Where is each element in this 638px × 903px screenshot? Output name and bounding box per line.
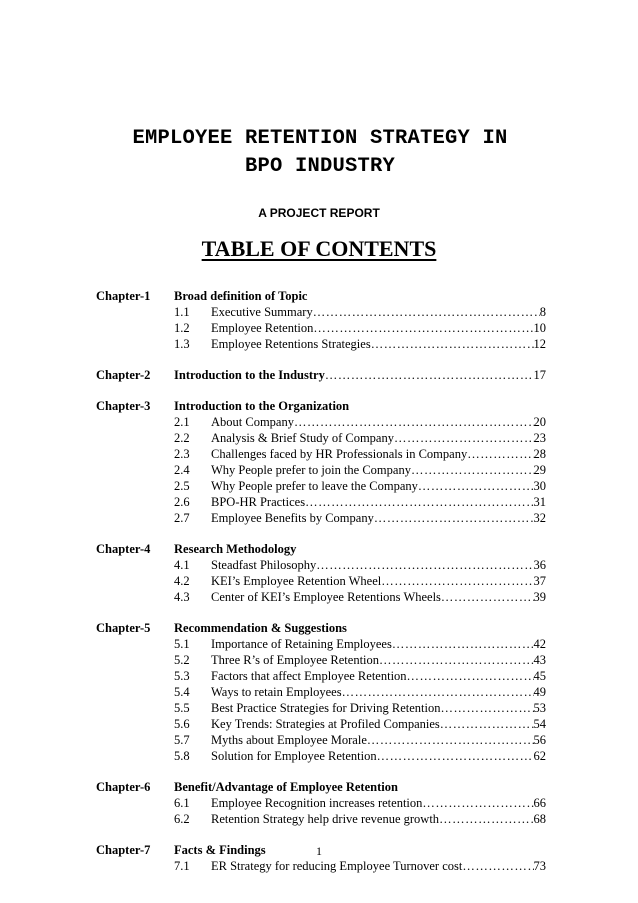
dot-leader (394, 430, 534, 446)
toc-entry (174, 700, 546, 716)
toc-entry (174, 716, 546, 732)
entry-page-number: 28 (533, 447, 546, 461)
entry-number: 1.2 (174, 321, 190, 335)
dot-leader (392, 636, 534, 652)
entry-title: Retention Strategy help drive revenue growth (211, 812, 440, 826)
entry-number: 1.1 (174, 305, 190, 319)
toc-chapter (96, 367, 546, 383)
dot-leader (411, 462, 534, 478)
entry-page-number: 49 (533, 685, 546, 699)
chapter-number: Chapter-1 (96, 289, 151, 303)
toc-entry (174, 414, 546, 430)
entry-number: 6.1 (174, 796, 190, 810)
dot-leader (305, 494, 533, 510)
entry-page-number: 68 (533, 812, 546, 826)
entry-page-number: 54 (533, 717, 546, 731)
entry-page-number: 8 (539, 305, 546, 319)
entry-number: 5.2 (174, 653, 190, 667)
toc-chapter (96, 779, 546, 827)
chapter-title: Recommendation & Suggestions (174, 621, 347, 635)
entry-title: Steadfast Philosophy (211, 558, 317, 572)
chapter-title-row (174, 367, 546, 383)
dot-leader (313, 304, 540, 320)
entry-title: Executive Summary (211, 305, 313, 319)
entry-page-number: 45 (533, 669, 546, 683)
table-of-contents (96, 288, 546, 889)
entry-page-number: 39 (533, 590, 546, 604)
toc-entry (174, 732, 546, 748)
chapter-number: Chapter-5 (96, 621, 151, 635)
entry-page-number: 66 (533, 796, 546, 810)
chapter-title-row (174, 288, 546, 304)
toc-entry (174, 748, 546, 764)
entry-title: Three R’s of Employee Retention (211, 653, 380, 667)
document-title (60, 125, 580, 181)
entry-page-number: 56 (533, 733, 546, 747)
dot-leader (440, 700, 533, 716)
entry-title: Employee Recognition increases retention (211, 796, 423, 810)
toc-entry (174, 636, 546, 652)
chapter-title-row (174, 620, 546, 636)
document-title-line: BPO INDUSTRY (244, 155, 396, 178)
entry-title: KEI’s Employee Retention Wheel (211, 574, 382, 588)
chapter-number: Chapter-4 (96, 542, 151, 556)
entry-number: 5.8 (174, 749, 190, 763)
dot-leader (381, 573, 533, 589)
entry-page-number: 32 (533, 511, 546, 525)
dot-leader (367, 732, 534, 748)
toc-entry (174, 811, 546, 827)
entry-page-number: 42 (533, 637, 546, 651)
chapter-page-number: 17 (533, 368, 546, 382)
entry-page-number: 62 (533, 749, 546, 763)
toc-entry (174, 589, 546, 605)
dot-leader (441, 589, 534, 605)
entry-title: Factors that affect Employee Retention (211, 669, 407, 683)
entry-number: 5.7 (174, 733, 190, 747)
dot-leader (462, 858, 533, 874)
entry-page-number: 36 (533, 558, 546, 572)
entry-title: Employee Benefits by Company (211, 511, 374, 525)
toc-entry (174, 668, 546, 684)
entry-page-number: 73 (533, 859, 546, 873)
entry-number: 2.5 (174, 479, 190, 493)
dot-leader (313, 320, 533, 336)
entry-number: 2.7 (174, 511, 190, 525)
toc-entry (174, 684, 546, 700)
dot-leader (377, 748, 534, 764)
document-subtitle: A PROJECT REPORT (258, 206, 380, 220)
dot-leader (374, 510, 534, 526)
entry-title: Why People prefer to leave the Company (211, 479, 418, 493)
toc-chapter (96, 288, 546, 352)
toc-entry (174, 573, 546, 589)
entry-number: 5.4 (174, 685, 190, 699)
dot-leader (467, 446, 533, 462)
chapter-body (174, 620, 546, 764)
toc-chapter (96, 541, 546, 605)
chapter-body (174, 541, 546, 605)
entry-page-number: 37 (533, 574, 546, 588)
toc-entry (174, 557, 546, 573)
dot-leader (325, 367, 534, 383)
entry-number: 4.3 (174, 590, 190, 604)
document-title-line: EMPLOYEE RETENTION STRATEGY IN (132, 127, 508, 150)
chapter-body (174, 779, 546, 827)
toc-heading-text: TABLE OF CONTENTS (201, 236, 437, 261)
chapter-number: Chapter-7 (96, 843, 151, 857)
entry-number: 4.1 (174, 558, 190, 572)
page-number: 1 (316, 844, 322, 858)
toc-entry (174, 446, 546, 462)
entry-number: 5.6 (174, 717, 190, 731)
toc-entry (174, 462, 546, 478)
toc-entry (174, 478, 546, 494)
chapter-title: Broad definition of Topic (174, 289, 308, 303)
entry-title: Key Trends: Strategies at Profiled Companies (211, 717, 440, 731)
toc-chapter (96, 398, 546, 526)
chapter-number: Chapter-3 (96, 399, 151, 413)
entry-title: Solution for Employee Retention (211, 749, 377, 763)
chapter-title-row (174, 398, 546, 414)
toc-entry (174, 510, 546, 526)
entry-title: ER Strategy for reducing Employee Turnover cost (211, 859, 463, 873)
entry-title: Center of KEI’s Employee Retentions Wheels (211, 590, 441, 604)
entry-title: Importance of Retaining Employees (211, 637, 392, 651)
entry-page-number: 30 (533, 479, 546, 493)
toc-entry (174, 494, 546, 510)
chapter-body (174, 367, 546, 383)
entry-number: 5.5 (174, 701, 190, 715)
entry-page-number: 12 (533, 337, 546, 351)
dot-leader (422, 795, 533, 811)
entry-number: 1.3 (174, 337, 190, 351)
chapter-title: Benefit/Advantage of Employee Retention (174, 780, 398, 794)
dot-leader (342, 684, 534, 700)
entry-title: Employee Retention (211, 321, 314, 335)
toc-entry (174, 652, 546, 668)
entry-number: 5.3 (174, 669, 190, 683)
entry-title: Challenges faced by HR Professionals in Company (211, 447, 468, 461)
entry-number: 5.1 (174, 637, 190, 651)
entry-title: Myths about Employee Morale (211, 733, 367, 747)
entry-number: 2.4 (174, 463, 190, 477)
toc-heading (0, 236, 638, 262)
toc-entry (174, 336, 546, 352)
dot-leader (418, 478, 534, 494)
dot-leader (316, 557, 533, 573)
entry-number: 2.3 (174, 447, 190, 461)
chapter-number: Chapter-6 (96, 780, 151, 794)
chapter-title: Introduction to the Industry (174, 368, 325, 382)
toc-chapter (96, 620, 546, 764)
entry-number: 2.1 (174, 415, 190, 429)
toc-entry (174, 320, 546, 336)
entry-page-number: 31 (533, 495, 546, 509)
entry-page-number: 10 (533, 321, 546, 335)
entry-number: 2.6 (174, 495, 190, 509)
entry-number: 6.2 (174, 812, 190, 826)
entry-number: 4.2 (174, 574, 190, 588)
entry-title: About Company (211, 415, 294, 429)
chapter-body (174, 288, 546, 352)
toc-entry (174, 795, 546, 811)
entry-title: Best Practice Strategies for Driving Retention (211, 701, 441, 715)
entry-number: 7.1 (174, 859, 190, 873)
chapter-title: Research Methodology (174, 542, 297, 556)
chapter-number: Chapter-2 (96, 368, 151, 382)
chapter-title: Facts & Findings (174, 843, 266, 857)
dot-leader (379, 652, 533, 668)
entry-page-number: 29 (533, 463, 546, 477)
dot-leader (407, 668, 534, 684)
dot-leader (371, 336, 534, 352)
entry-number: 2.2 (174, 431, 190, 445)
entry-page-number: 53 (533, 701, 546, 715)
dot-leader (440, 716, 534, 732)
chapter-title: Introduction to the Organization (174, 399, 350, 413)
toc-entry (174, 304, 546, 320)
entry-page-number: 43 (533, 653, 546, 667)
dot-leader (439, 811, 533, 827)
entry-title: Why People prefer to join the Company (211, 463, 411, 477)
toc-entry (174, 858, 546, 874)
entry-title: Analysis & Brief Study of Company (211, 431, 394, 445)
entry-title: BPO-HR Practices (211, 495, 306, 509)
chapter-body (174, 398, 546, 526)
toc-entry (174, 430, 546, 446)
dot-leader (294, 414, 534, 430)
entry-page-number: 20 (533, 415, 546, 429)
entry-title: Ways to retain Employees (211, 685, 342, 699)
entry-title: Employee Retentions Strategies (211, 337, 371, 351)
chapter-title-row (174, 779, 546, 795)
entry-page-number: 23 (533, 431, 546, 445)
chapter-title-row (174, 541, 546, 557)
